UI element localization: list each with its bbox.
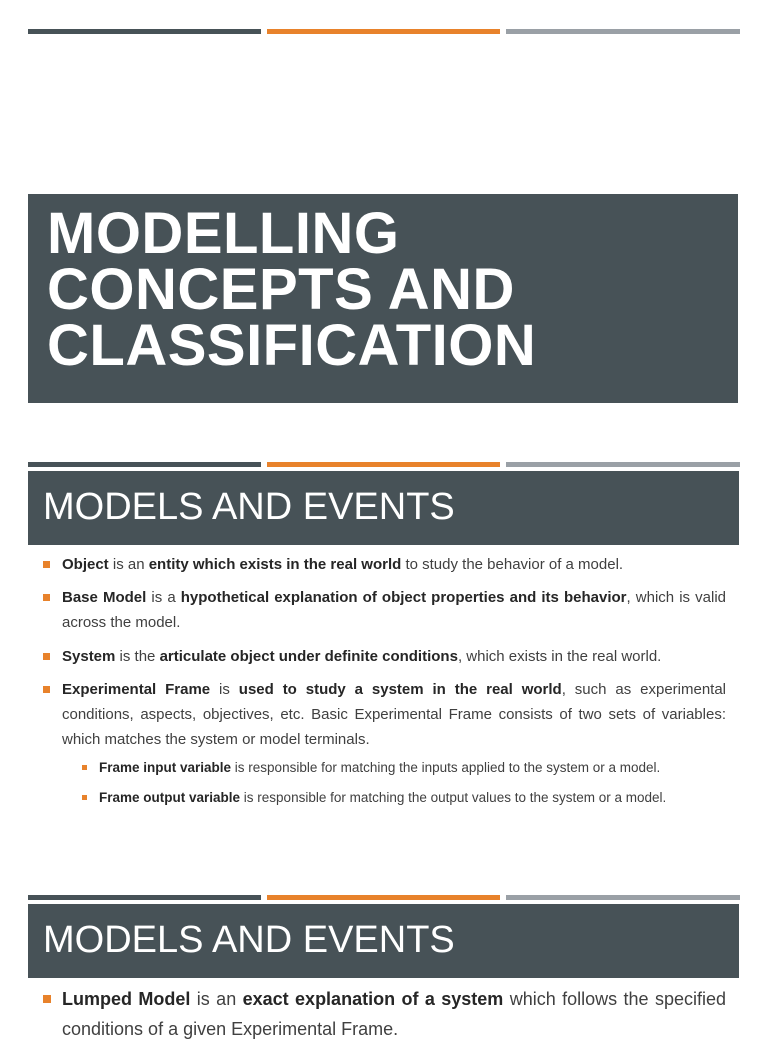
accent-bar-gray — [506, 29, 740, 34]
slide1-header — [28, 471, 739, 545]
bullet-system: System is the articulate object under definite conditions, which exists in the real world. — [43, 644, 726, 669]
bold-term: Frame input variable — [99, 760, 232, 775]
bold-term: Experimental Frame — [62, 681, 211, 698]
accent-bar-dark — [28, 895, 261, 900]
accent-bar-gray — [506, 895, 740, 900]
bullet-base-model: Base Model is a hypothetical explanation of object properties and its behavior, which is valid across the model. — [43, 585, 726, 635]
title-line-3: CLASSIFICATION — [47, 313, 537, 378]
bold-term: used to study a system in the real world — [238, 681, 562, 698]
subbullet-frame-input: Frame input variable is responsible for matching the inputs applied to the system or a model. — [82, 758, 726, 778]
bold-term: entity which exists in the real world — [148, 556, 402, 573]
slide1-heading: MODELS AND EVENTS — [43, 486, 455, 528]
slide2-accent-bars — [28, 895, 740, 900]
bold-term: exact explanation of a system — [242, 989, 504, 1009]
slide2-bullet-list — [43, 984, 726, 1044]
bold-term: Lumped Model — [62, 989, 191, 1009]
bullet-object: Object is an entity which exists in the real world to study the behavior of a model. — [43, 552, 726, 577]
bold-term: hypothetical explanation of object properties and its behavior — [180, 589, 627, 606]
slide1-accent-bars — [28, 462, 740, 467]
accent-bar-orange — [267, 462, 500, 467]
accent-bar-orange — [267, 29, 500, 34]
title-line-1: MODELLING — [47, 201, 400, 266]
bullet-lumped-model: Lumped Model is an exact explanation of a system which follows the specified conditions of a given Experimental Frame. — [43, 984, 726, 1044]
title-line-2: CONCEPTS AND — [47, 257, 515, 322]
bold-term: Frame output variable — [99, 790, 241, 805]
slide2-heading: MODELS AND EVENTS — [43, 919, 455, 961]
document-title — [47, 201, 537, 378]
bold-term: articulate object under definite conditions — [159, 648, 458, 665]
title-accent-bars — [28, 29, 740, 34]
title-panel — [28, 194, 738, 403]
slide2-header — [28, 904, 739, 978]
bold-term: Object — [62, 556, 109, 573]
subbullet-frame-output: Frame output variable is responsible for matching the output values to the system or a model. — [82, 788, 726, 808]
accent-bar-orange — [267, 895, 500, 900]
bold-term: System — [62, 648, 116, 665]
accent-bar-dark — [28, 29, 261, 34]
slide1-bullet-list — [43, 552, 726, 808]
bullet-experimental-frame: Experimental Frame is used to study a system in the real world, such as experimental conditions, aspects, objectives, etc. Basic Experimental Frame consists of two sets of variables: which matches the system or model terminals. — [43, 677, 726, 752]
accent-bar-dark — [28, 462, 261, 467]
accent-bar-gray — [506, 462, 740, 467]
bold-term: Base Model — [62, 589, 147, 606]
